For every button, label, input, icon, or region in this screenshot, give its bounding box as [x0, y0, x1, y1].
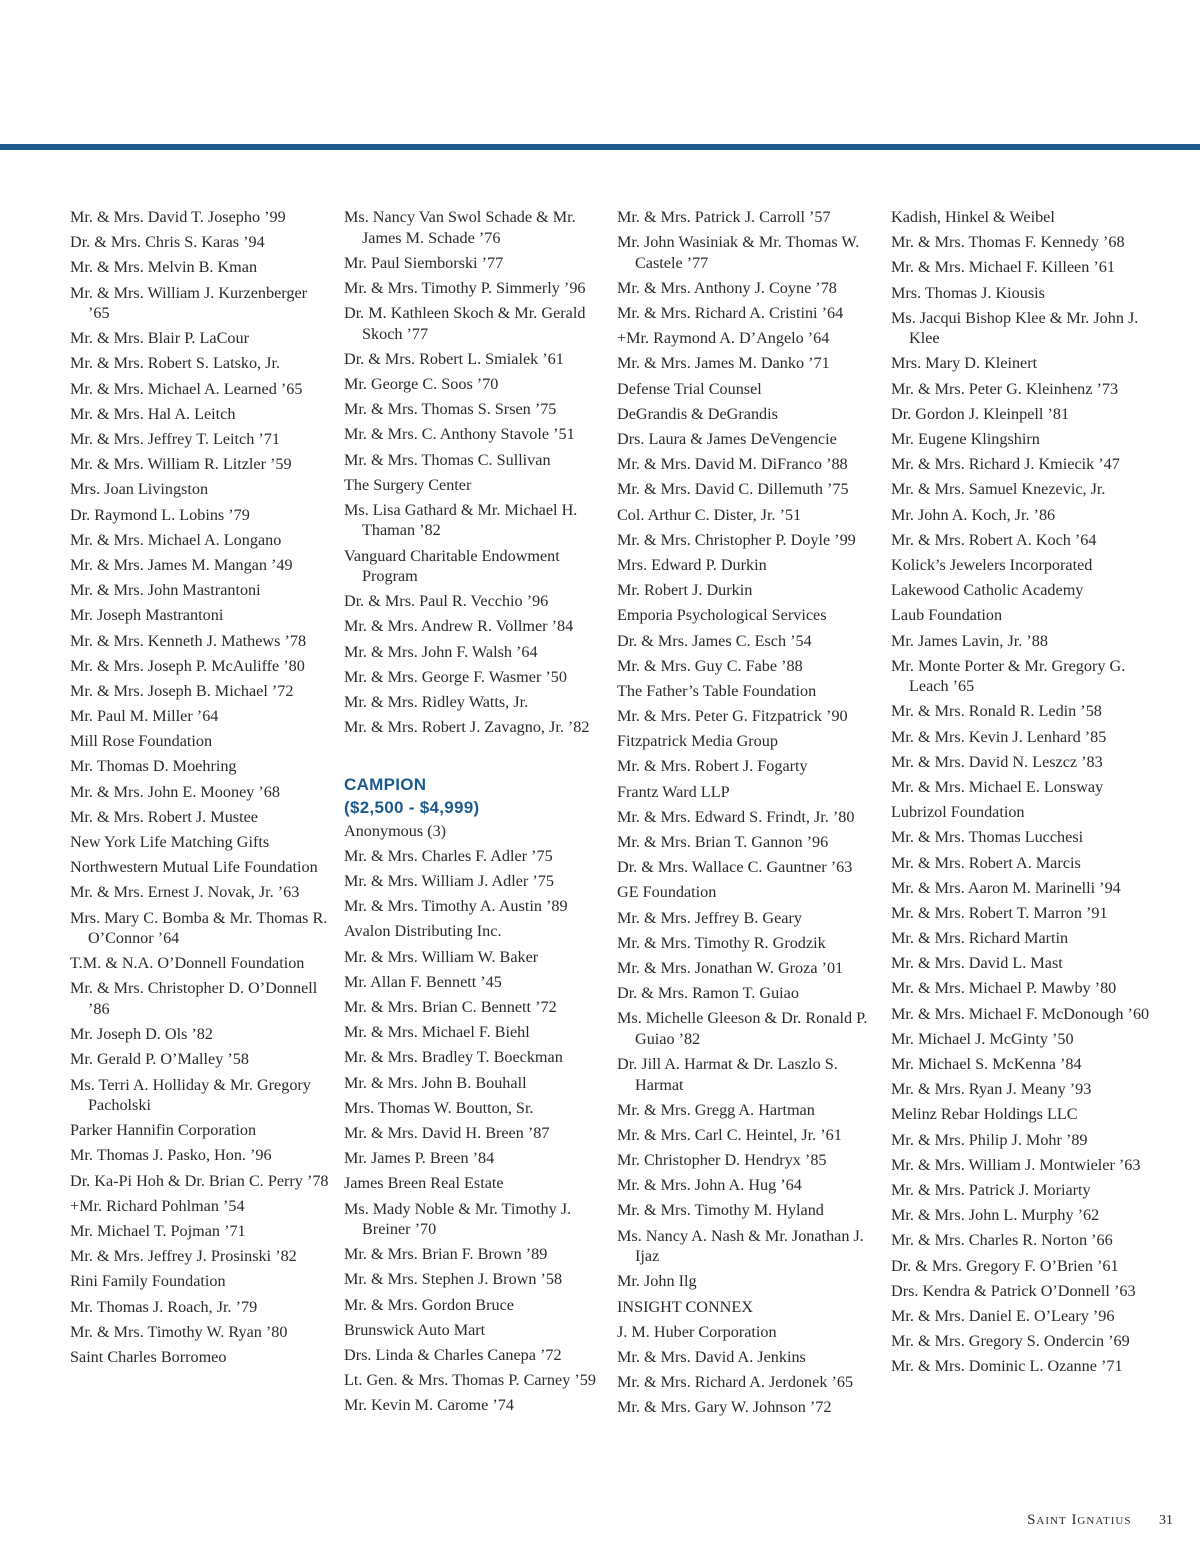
- donor-entry: Northwestern Mutual Life Foundation: [70, 858, 318, 877]
- donor-entry: Mr. & Mrs. David H. Breen ’87: [344, 1123, 550, 1142]
- donor-entry: Mr. & Mrs. Thomas S. Srsen ’75: [344, 400, 557, 419]
- donor-entry: Mr. & Mrs. Thomas C. Sullivan: [344, 450, 551, 469]
- donor-entry: Defense Trial Counsel: [617, 379, 762, 398]
- donor-entry: Mr. & Mrs. David N. Leszcz ’83: [891, 752, 1103, 771]
- donor-entry: Mr. & Mrs. James M. Mangan ’49: [70, 555, 293, 574]
- donor-entry: Mr. & Mrs. Ryan J. Meany ’93: [891, 1080, 1092, 1099]
- donor-entry: Mr. & Mrs. William R. Litzler ’59: [70, 455, 292, 474]
- donor-entry: Mr. & Mrs. John B. Bouhall: [344, 1073, 527, 1092]
- donor-entry: Mr. Thomas D. Moehring: [70, 757, 237, 776]
- donor-entry: Dr. & Mrs. Gregory F. O’Brien ’61: [891, 1256, 1119, 1275]
- donor-entry: Mr. John Wasiniak & Mr. Thomas W. Castele ’77: [617, 233, 860, 272]
- donor-entry: Mrs. Thomas W. Boutton, Sr.: [344, 1098, 534, 1117]
- donor-entry: Mr. & Mrs. Gordon Bruce: [344, 1295, 514, 1314]
- donor-entry: Frantz Ward LLP: [617, 782, 730, 801]
- donor-entry: +Mr. Richard Pohlman ’54: [70, 1196, 245, 1215]
- donor-entry: Mr. & Mrs. Samuel Knezevic, Jr.: [891, 480, 1106, 499]
- donor-entry: Drs. Kendra & Patrick O’Donnell ’63: [891, 1281, 1136, 1300]
- donor-column-4: [891, 207, 1153, 1381]
- donor-entry: Mr. & Mrs. Jeffrey T. Leitch ’71: [70, 430, 280, 448]
- donor-entry: Laub Foundation: [891, 606, 1003, 625]
- donor-entry: Mr. & Mrs. Christopher D. O’Donnell ’86: [70, 979, 318, 1018]
- donor-entry: Mr. & Mrs. C. Anthony Stavole ’51: [344, 425, 575, 444]
- donor-entry: Dr. & Mrs. Robert L. Smialek ’61: [344, 349, 564, 368]
- donor-column-3: [617, 207, 879, 1422]
- donor-entry: Mr. James Lavin, Jr. ’88: [891, 631, 1048, 650]
- donor-entry: DeGrandis & DeGrandis: [617, 404, 778, 423]
- donor-entry: Mr. & Mrs. John L. Murphy ’62: [891, 1206, 1100, 1225]
- header-rule: [0, 144, 1200, 150]
- donor-entry: Mr. Christopher D. Hendryx ’85: [617, 1151, 827, 1170]
- donor-entry: Mr. & Mrs. Richard A. Cristini ’64: [617, 304, 844, 323]
- donor-entry: Mr. & Mrs. Robert S. Latsko, Jr.: [70, 354, 280, 373]
- donor-entry: Mr. & Mrs. Thomas Lucchesi: [891, 828, 1084, 847]
- page-footer: [1027, 1512, 1173, 1529]
- donor-entry: Ms. Lisa Gathard & Mr. Michael H. Thaman ’82: [344, 500, 578, 540]
- donor-entry: Mr. & Mrs. Brian T. Gannon ’96: [617, 833, 829, 851]
- donor-entry: Avalon Distributing Inc.: [344, 922, 502, 941]
- donor-entry: Mr. & Mrs. Stephen J. Brown ’58: [344, 1270, 563, 1289]
- donor-entry: Mr. & Mrs. Kenneth J. Mathews ’78: [70, 631, 307, 650]
- donor-entry: Melinz Rebar Holdings LLC: [891, 1105, 1078, 1124]
- donor-entry: Mr. & Mrs. Michael F. Biehl: [344, 1023, 530, 1042]
- donor-entry: Mr. & Mrs. David C. Dillemuth ’75: [617, 480, 849, 499]
- donor-entry: Mr. & Mrs. Robert J. Zavagno, Jr. ’82: [344, 718, 590, 737]
- donor-entry: Mr. John Ilg: [617, 1272, 697, 1291]
- donor-entry: Mr. & Mrs. Christopher P. Doyle ’99: [617, 530, 856, 549]
- donor-entry: Mr. & Mrs. Michael P. Mawby ’80: [891, 979, 1117, 998]
- donor-entry: New York Life Matching Gifts: [70, 833, 270, 851]
- donor-entry: Mr. & Mrs. Gregg A. Hartman: [617, 1100, 815, 1119]
- donor-entry: Mr. & Mrs. Michael A. Longano: [70, 530, 282, 549]
- donor-entry: The Surgery Center: [344, 475, 472, 494]
- donor-entry: Mr. Paul M. Miller ’64: [70, 707, 219, 726]
- donor-entry: Rini Family Foundation: [70, 1272, 226, 1291]
- donor-entry: Mr. & Mrs. Brian C. Bennett ’72: [344, 998, 557, 1016]
- donor-entry: Mr. & Mrs. Jonathan W. Groza ’01: [617, 958, 844, 977]
- donor-entry: Mr. Eugene Klingshirn: [891, 430, 1040, 448]
- donor-entry: Mr. & Mrs. Ridley Watts, Jr.: [344, 693, 529, 711]
- donor-entry: Lakewood Catholic Academy: [891, 581, 1084, 600]
- donor-entry: Mr. & Mrs. Robert T. Marron ’91: [891, 903, 1108, 922]
- donor-entry: Dr. & Mrs. Paul R. Vecchio ’96: [344, 592, 549, 611]
- donor-entry: Emporia Psychological Services: [617, 606, 827, 625]
- donor-entry: Kolick’s Jewelers Incorporated: [891, 555, 1093, 574]
- donor-entry: Mr. & Mrs. Robert J. Mustee: [70, 807, 258, 826]
- donor-entry: Mr. John A. Koch, Jr. ’86: [891, 505, 1056, 524]
- donor-entry: Mr. Michael J. McGinty ’50: [891, 1029, 1074, 1048]
- donor-entry: Mr. & Mrs. Brian F. Brown ’89: [344, 1245, 548, 1264]
- donor-entry: Ms. Jacqui Bishop Klee & Mr. John J. Klee: [891, 308, 1139, 348]
- donor-entry: Mr. & Mrs. William J. Montwieler ’63: [891, 1155, 1141, 1174]
- donor-entry: Mr. & Mrs. Gregory S. Ondercin ’69: [891, 1332, 1130, 1351]
- donor-entry: Mr. & Mrs. William W. Baker: [344, 947, 539, 966]
- donor-entry: Mr. & Mrs. Carl C. Heintel, Jr. ’61: [617, 1125, 842, 1144]
- donor-entry: Mr. Michael S. McKenna ’84: [891, 1055, 1082, 1073]
- donor-entry: Mr. & Mrs. Timothy M. Hyland: [617, 1201, 824, 1220]
- donor-entry: Mrs. Joan Livingston: [70, 480, 209, 499]
- donor-entry: Mr. & Mrs. Richard A. Jerdonek ’65: [617, 1373, 854, 1392]
- donor-entry: Mr. & Mrs. Patrick J. Carroll ’57: [617, 208, 831, 226]
- donor-entry: Mr. Michael T. Pojman ’71: [70, 1221, 246, 1240]
- section-heading: [344, 773, 606, 819]
- donor-entry: Mr. & Mrs. Hal A. Leitch: [70, 404, 236, 423]
- donor-entry: Mr. & Mrs. Robert A. Koch ’64: [891, 530, 1097, 549]
- donor-entry: Ms. Nancy Van Swol Schade & Mr. James M. Schade ’76: [344, 208, 576, 247]
- donor-entry: James Breen Real Estate: [344, 1174, 504, 1193]
- donor-entry: Mr. Gerald P. O’Malley ’58: [70, 1050, 249, 1069]
- donor-entry: Mr. & Mrs. Michael E. Lonsway: [891, 777, 1104, 796]
- donor-entry: Mrs. Mary C. Bomba & Mr. Thomas R. O’Connor ’64: [70, 908, 328, 948]
- donor-entry: Anonymous (3): [344, 821, 447, 840]
- donor-entry: Mr. & Mrs. Daniel E. O’Leary ’96: [891, 1306, 1115, 1325]
- donor-entry: Mr. & Mrs. Charles F. Adler ’75: [344, 846, 553, 865]
- donor-entry: Mr. & Mrs. Blair P. LaCour: [70, 329, 249, 348]
- donor-entry: Vanguard Charitable Endowment Program: [344, 546, 560, 586]
- publication-name: Saint Ignatius: [1027, 1512, 1132, 1528]
- donor-entry: Dr. Gordon J. Kleinpell ’81: [891, 404, 1070, 423]
- donor-entry: Mr. & Mrs. Timothy P. Simmerly ’96: [344, 278, 586, 297]
- donor-entry: Mr. & Mrs. Timothy W. Ryan ’80: [70, 1322, 288, 1341]
- donor-entry: Mr. & Mrs. John E. Mooney ’68: [70, 782, 280, 801]
- donor-entry: Mr. & Mrs. Timothy A. Austin ’89: [344, 897, 568, 916]
- donor-entry: Drs. Linda & Charles Canepa ’72: [344, 1345, 562, 1364]
- donor-entry: Mr. Thomas J. Pasko, Hon. ’96: [70, 1146, 272, 1165]
- donor-entry: Mr. & Mrs. Thomas F. Kennedy ’68: [891, 233, 1125, 252]
- donor-entry: Dr. M. Kathleen Skoch & Mr. Gerald Skoch ’77: [344, 304, 586, 343]
- donor-entry: Mr. James P. Breen ’84: [344, 1149, 495, 1168]
- donor-entry: Dr. & Mrs. Chris S. Karas ’94: [70, 233, 265, 252]
- donor-entry: Mr. Monte Porter & Mr. Gregory G. Leach ’65: [891, 656, 1126, 696]
- campion-donor-list: [344, 821, 606, 1416]
- donor-entry: Mr. & Mrs. Peter G. Kleinhenz ’73: [891, 379, 1119, 398]
- donor-entry: Parker Hannifin Corporation: [70, 1121, 257, 1140]
- donor-entry: Mr. & Mrs. John A. Hug ’64: [617, 1176, 802, 1195]
- donor-entry: Dr. Jill A. Harmat & Dr. Laszlo S. Harmat: [617, 1055, 838, 1094]
- donor-entry: GE Foundation: [617, 883, 717, 902]
- donor-entry: Mr. & Mrs. Ernest J. Novak, Jr. ’63: [70, 883, 300, 902]
- donor-entry: Mr. & Mrs. James M. Danko ’71: [617, 354, 830, 373]
- donor-entry: Lt. Gen. & Mrs. Thomas P. Carney ’59: [344, 1371, 596, 1390]
- donor-entry: Mr. Allan F. Bennett ’45: [344, 972, 502, 991]
- donor-entry: Ms. Michelle Gleeson & Dr. Ronald P. Guiao ’82: [617, 1009, 868, 1048]
- donor-entry: Mr. & Mrs. Gary W. Johnson ’72: [617, 1398, 832, 1417]
- donor-entry: Brunswick Auto Mart: [344, 1320, 486, 1339]
- donor-column-2: [344, 207, 606, 1421]
- donor-entry: Saint Charles Borromeo: [70, 1347, 227, 1366]
- donor-entry: Mr. & Mrs. David M. DiFranco ’88: [617, 455, 848, 474]
- page-number: 31: [1159, 1513, 1173, 1528]
- donor-entry: Mr. & Mrs. Ronald R. Ledin ’58: [891, 702, 1102, 721]
- donor-entry: Mr. & Mrs. Anthony J. Coyne ’78: [617, 278, 837, 297]
- donor-entry: Mr. George C. Soos ’70: [344, 374, 499, 393]
- donor-entry: Ms. Nancy A. Nash & Mr. Jonathan J. Ijaz: [617, 1226, 864, 1266]
- donor-entry: Mr. & Mrs. David A. Jenkins: [617, 1347, 806, 1366]
- donor-entry: Mr. Joseph D. Ols ’82: [70, 1025, 213, 1044]
- donor-entry: Mr. & Mrs. Aaron M. Marinelli ’94: [891, 878, 1121, 897]
- donor-entry: Mr. & Mrs. Patrick J. Moriarty: [891, 1180, 1091, 1199]
- section-title: CAMPION: [344, 774, 427, 794]
- donor-entry: Dr. Raymond L. Lobins ’79: [70, 505, 250, 524]
- donor-entry: Mr. & Mrs. Dominic L. Ozanne ’71: [891, 1357, 1123, 1376]
- donor-entry: Drs. Laura & James DeVengencie: [617, 430, 837, 448]
- donor-entry: Mr. Paul Siemborski ’77: [344, 253, 504, 272]
- donor-entry: Mr. & Mrs. John Mastrantoni: [70, 581, 261, 600]
- donor-entry: Mr. & Mrs. Kevin J. Lenhard ’85: [891, 727, 1107, 746]
- donor-entry: Mr. & Mrs. Melvin B. Kman: [70, 258, 258, 277]
- donor-entry: Mr. & Mrs. Jeffrey B. Geary: [617, 908, 802, 927]
- donor-entry: The Father’s Table Foundation: [617, 681, 817, 700]
- donor-entry: J. M. Huber Corporation: [617, 1322, 777, 1341]
- donor-entry: Mr. & Mrs. Edward S. Frindt, Jr. ’80: [617, 807, 855, 826]
- donor-entry: Mr. & Mrs. Michael F. Killeen ’61: [891, 258, 1115, 277]
- donor-entry: INSIGHT CONNEX: [617, 1297, 753, 1316]
- donor-entry: Mrs. Mary D. Kleinert: [891, 354, 1038, 373]
- donor-entry: +Mr. Raymond A. D’Angelo ’64: [617, 329, 830, 348]
- donor-entry: Mr. & Mrs. George F. Wasmer ’50: [344, 667, 567, 686]
- donor-entry: Mr. & Mrs. Timothy R. Grodzik: [617, 933, 826, 952]
- donor-entry: Dr. & Mrs. Ramon T. Guiao: [617, 984, 799, 1003]
- donor-entry: Mr. & Mrs. Peter G. Fitzpatrick ’90: [617, 707, 848, 726]
- donor-entry: Dr. Ka-Pi Hoh & Dr. Brian C. Perry ’78: [70, 1171, 329, 1190]
- donor-entry: Mr. & Mrs. David L. Mast: [891, 954, 1063, 973]
- donor-entry: Mr. & Mrs. Charles R. Norton ’66: [891, 1231, 1113, 1250]
- donor-entry: Mr. & Mrs. William J. Kurzenberger ’65: [70, 283, 308, 323]
- donor-entry: Mr. & Mrs. Andrew R. Vollmer ’84: [344, 617, 574, 636]
- donor-entry: Mr. Thomas J. Roach, Jr. ’79: [70, 1297, 258, 1316]
- donor-entry: Mr. & Mrs. Robert A. Marcis: [891, 853, 1081, 872]
- donor-entry: Mr. & Mrs. Robert J. Fogarty: [617, 757, 808, 776]
- donor-entry: Mr. & Mrs. Philip J. Mohr ’89: [891, 1130, 1088, 1149]
- donor-entry: Mr. & Mrs. Michael F. McDonough ’60: [891, 1004, 1150, 1023]
- donor-entry: Mr. & Mrs. David T. Josepho ’99: [70, 208, 286, 226]
- donor-entry: Mr. Joseph Mastrantoni: [70, 606, 224, 625]
- donor-entry: Mrs. Edward P. Durkin: [617, 555, 767, 574]
- donor-entry: T.M. & N.A. O’Donnell Foundation: [70, 954, 305, 973]
- donor-entry: Lubrizol Foundation: [891, 803, 1025, 822]
- donor-list-continued: [344, 207, 606, 738]
- donor-entry: Mr. & Mrs. Richard J. Kmiecik ’47: [891, 455, 1120, 474]
- donor-entry: Mrs. Thomas J. Kiousis: [891, 283, 1045, 302]
- section-range: ($2,500 - $4,999): [344, 797, 480, 817]
- donor-entry: Col. Arthur C. Dister, Jr. ’51: [617, 505, 802, 524]
- donor-entry: Mr. & Mrs. Joseph B. Michael ’72: [70, 681, 294, 700]
- donor-entry: Mr. & Mrs. Michael A. Learned ’65: [70, 379, 303, 398]
- donor-entry: Mr. & Mrs. Guy C. Fabe ’88: [617, 656, 803, 675]
- donor-entry: Mr. & Mrs. Jeffrey J. Prosinski ’82: [70, 1247, 297, 1266]
- donor-entry: Ms. Terri A. Holliday & Mr. Gregory Pacholski: [70, 1075, 311, 1114]
- donor-entry: Mr. & Mrs. Bradley T. Boeckman: [344, 1048, 563, 1067]
- donor-entry: Dr. & Mrs. Wallace C. Gauntner ’63: [617, 858, 853, 877]
- donor-entry: Dr. & Mrs. James C. Esch ’54: [617, 631, 812, 650]
- donor-entry: Mr. & Mrs. William J. Adler ’75: [344, 872, 554, 891]
- donor-entry: Mr. Robert J. Durkin: [617, 581, 753, 600]
- donor-entry: Mr. & Mrs. John F. Walsh ’64: [344, 642, 538, 661]
- donor-entry: Mr. & Mrs. Joseph P. McAuliffe ’80: [70, 656, 305, 675]
- donor-entry: Mr. & Mrs. Richard Martin: [891, 929, 1069, 948]
- donor-entry: Fitzpatrick Media Group: [617, 732, 778, 751]
- donor-entry: Kadish, Hinkel & Weibel: [891, 208, 1055, 226]
- donor-entry: Mill Rose Foundation: [70, 732, 213, 751]
- donor-entry: Ms. Mady Noble & Mr. Timothy J. Breiner ’70: [344, 1199, 572, 1238]
- donor-column-1: [70, 207, 332, 1372]
- donor-entry: Mr. Kevin M. Carome ’74: [344, 1396, 514, 1415]
